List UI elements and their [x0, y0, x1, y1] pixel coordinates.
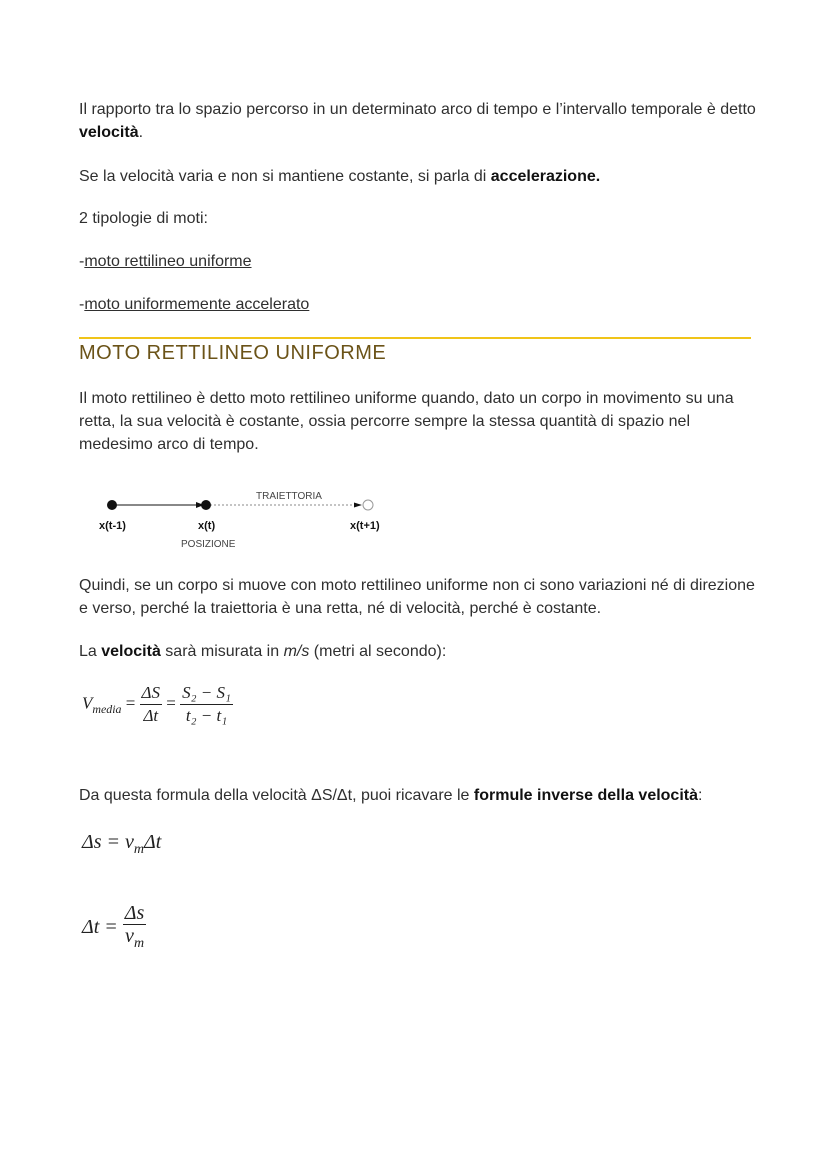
list-item: -moto rettilineo uniforme — [79, 253, 252, 270]
fraction-delta: $\frac{\Delta S}{\Delta t}$ — [141, 683, 161, 725]
section-paragraph-units: La velocità sarà misurata in m/s (metri al secondo): — [79, 643, 447, 660]
label-prev: x(t-1) — [99, 520, 126, 532]
position-current-dot — [201, 500, 211, 510]
term-velocita: velocità — [79, 124, 139, 141]
section-paragraph-inverse: Da questa formula della velocità ΔS/Δt, puoi ricavare le formule inverse della velocità: — [79, 787, 703, 804]
intro-paragraph-velocity: Il rapporto tra lo spazio percorso in un determinato arco di tempo e l’intervallo temporale è detto velocità. — [79, 101, 756, 141]
motion-types-intro: 2 tipologie di moti: — [79, 210, 208, 227]
section-divider — [79, 337, 751, 339]
unit-ms: m/s — [283, 643, 310, 660]
section-paragraph-conclusion: Quindi, se un corpo si muove con moto rettilineo uniforme non ci sono variazioni né di direzione e verso, perché la traiettoria è una retta, né di velocità, perché è costante. — [79, 577, 755, 617]
fraction-difference: $\frac{\text{S₂ − S₁}}{\text{t₂ − t₁}}$ — [182, 683, 231, 725]
term-accelerazione: accelerazione. — [490, 168, 601, 185]
formula-average-velocity: $V_{media}$ = $\frac{\Delta S}{\Delta t}$ = $\frac{\text{S₂ − S₁}}{\text{t₂ − t₁}}$ — [82, 683, 231, 725]
label-next: x(t+1) — [350, 520, 380, 532]
list-item-text: moto rettilineo uniforme — [84, 253, 252, 270]
term-formule-inverse: formule inverse della velocità — [473, 787, 698, 804]
section-paragraph-definition: Il moto rettilineo è detto moto rettilineo uniforme quando, dato un corpo in movimento su una retta, la sua velocità è costante, ossia percorre sempre la stessa quantità di spazio nel medesimo arco di tempo. — [79, 390, 734, 453]
list-item-text: moto uniformemente accelerato — [84, 296, 310, 313]
label-current: x(t) — [198, 520, 216, 532]
formula-time: Δt = $\frac{\Delta s}{v_m}$ — [82, 902, 146, 955]
list-item: -moto uniformemente accelerato — [79, 296, 310, 313]
term-velocita: velocità — [101, 643, 161, 660]
label-position: POSIZIONE — [181, 539, 236, 550]
label-trajectory: TRAIETTORIA — [256, 491, 322, 502]
formula-displacement: $\Delta s = v_m\Delta t$ — [82, 831, 162, 857]
section-heading: MOTO RETTILINEO UNIFORME — [79, 342, 387, 364]
trajectory-diagram — [92, 485, 402, 557]
fraction-time: $\frac{\Delta s}{v_m}$ — [124, 902, 145, 951]
arrow-head-icon — [354, 503, 362, 508]
position-next-dot — [363, 500, 373, 510]
position-prev-dot — [107, 500, 117, 510]
intro-paragraph-acceleration: Se la velocità varia e non si mantiene costante, si parla di accelerazione. — [79, 168, 601, 185]
